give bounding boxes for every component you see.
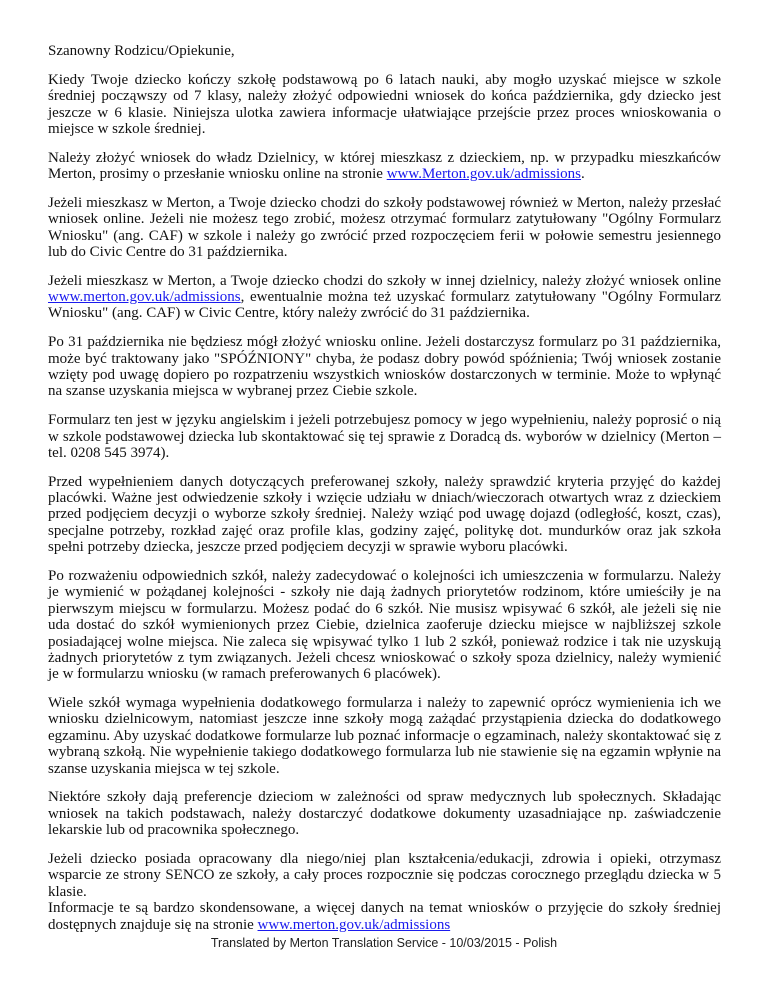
paragraph-text: .: [580, 166, 585, 183]
paragraph-text: Informacje te są bardzo skondensowane, a więcej danych na temat wniosków o przyjęcie do szkoły średniej dostępnych znajduje się na stronie: [48, 900, 721, 933]
document-body: [48, 43, 721, 933]
paragraph-supplementary-forms: Wiele szkół wymaga wypełnienia dodatkowego formularza i należy to zapewnić oprócz wymienienia ich we wniosku dzielnicowym, natomiast jeszcze inne szkoły mogą zażądać przystąpienia dziecka do dodatkowego egzaminu. Aby uzyskać dodatkowe formularze lub poznać informacje o egzaminach, należy skontaktować się z wybraną szkołą. Nie wypełnienie takiego dodatkowego formularza lub nie stawienie się na egzamin wpłynie na szanse uzyskania miejsca w tej szkole.: [48, 695, 721, 777]
paragraph-criteria: Przed wypełnieniem danych dotyczących preferowanej szkoły, należy sprawdzić kryteria przyjęć do każdej placówki. Ważne jest odwiedzenie szkoły i wzięcie udziału w dniach/wieczorach otwartych wraz z dzieckiem przed podjęciem decyzji o wyborze szkoły średniej. Należy wziąć pod uwagę dojazd (odległość, koszt, czas), specjalne potrzeby, rozkład zajęć oraz profile klas, godziny zajęć, politykę dot. mundurków oraz jak szkoła spełni potrzeby dziecka, jeszcze przed podjęciem decyzji w sprawie wyboru placówki.: [48, 473, 721, 556]
salutation: Szanowny Rodzicu/Opiekunie,: [48, 43, 235, 59]
paragraph-apply-online: [48, 150, 721, 183]
paragraph-text: Należy złożyć wniosek do władz Dzielnicy, w której mieszkasz z dzieckiem, np. w przypadku mieszkańców Merton, prosimy o przesłanie wniosku online na stronie: [48, 149, 721, 183]
paragraph-text: , ewentualnie można też uzyskać formularz zatytułowany "Ogólny Formularz Wniosku" (ang. CAF) w Civic Centre, który należy zwrócić do 31 października.: [48, 289, 721, 322]
paragraph-preferences: Po rozważeniu odpowiednich szkół, należy zadecydować o kolejności ich umieszczenia w formularzu. Należy je wymienić w pożądanej kolejności - szkoły nie dają żadnych priorytetów rodzinom, które umieściły je na pierwszym miejscu w formularzu. Możesz podać do 6 szkół. Nie musisz wpisywać 6 szkół, ale jeżeli się nie uda dostać do szkół wymienionych przez Ciebie, dzielnica zaoferuje dziecku miejsce w najbliższej szkole posiadającej wolne miejsca. Nie zaleca się wpisywać tylko 1 lub 2 szkół, ponieważ rodzice i tak nie uzyskują żadnych priorytetów z tym związanych. Jeżeli chcesz wnioskować o szkoły spoza dzielnicy, należy wymienić je w formularzu wniosku (w ramach preferowanych 6 placówek).: [48, 567, 721, 683]
paragraph-late-application: Po 31 października nie będziesz mógł złożyć wniosku online. Jeżeli dostarczysz formularz po 31 października, może być traktowany jako "SPÓŹNIONY" chyba, że podasz dobry powód spóźnienia; Twój wniosek zostanie wzięty pod uwagę dopiero po rozpatrzeniu wszystkich wniosków dostarczonych w terminie. Może to wpłynąć na szanse uzyskania miejsca w wybranej przez Ciebie szkole.: [48, 334, 721, 400]
translation-footer: Translated by Merton Translation Service - 10/03/2015 - Polish: [210, 936, 558, 950]
admissions-link[interactable]: www.merton.gov.uk/admissions: [48, 289, 241, 306]
paragraph-text: Jeżeli mieszkasz w Merton, a Twoje dziecko chodzi do szkoły w innej dzielnicy, należy złożyć wniosek online: [48, 272, 721, 289]
paragraph-merton-school: Jeżeli mieszkasz w Merton, a Twoje dziecko chodzi do szkoły podstawowej również w Merton, należy przesłać wniosek online. Jeżeli nie możesz tego zrobić, możesz otrzymać formularz zatytułowany "Ogólny Formularz Wniosku" (ang. CAF) w szkole i należy go zwrócić przed rozpoczęciem ferii w połowie semestru jesiennego lub do Civic Centre do 31 października.: [48, 194, 721, 260]
paragraph-more-info: [48, 900, 721, 933]
paragraph-other-borough: [48, 273, 721, 322]
admissions-link[interactable]: www.Merton.gov.uk/admissions: [386, 166, 581, 183]
paragraph-help: Formularz ten jest w języku angielskim i jeżeli potrzebujesz pomocy w jego wypełnieniu, należy poprosić o nią w szkole podstawowej dziecka lub skontaktować się tej sprawie z Doradcą ds. wyborów w dzielnicy (Merton – tel. 0208 545 3974).: [48, 412, 721, 461]
paragraph-ehc-plan: Jeżeli dziecko posiada opracowany dla niego/niej plan kształcenia/edukacji, zdrowia i opieki, otrzymasz wsparcie ze strony SENCO ze szkoły, a cały proces rozpocznie się podczas corocznego przeglądu dziecka w 5 klasie.: [48, 850, 721, 900]
paragraph-medical-social: Niektóre szkoły dają preferencje dzieciom w zależności od spraw medycznych lub społecznych. Składając wniosek na takich podstawach, należy dostarczyć dodatkowe dokumenty uzasadniające np. zaświadczenie lekarskie lub od pracownika społecznego.: [48, 789, 721, 839]
admissions-link[interactable]: www.merton.gov.uk/admissions: [257, 916, 451, 933]
paragraph-intro: Kiedy Twoje dziecko kończy szkołę podstawową po 6 latach nauki, aby mogło uzyskać miejsce w szkole średniej począwszy od 7 klasy, należy złożyć odpowiedni wniosek do końca października, gdy dziecko jest jeszcze w 6 klasie. Niniejsza ulotka zawiera informacje ułatwiające przejście przez proces wnioskowania o miejsce w szkole średniej.: [48, 71, 721, 137]
